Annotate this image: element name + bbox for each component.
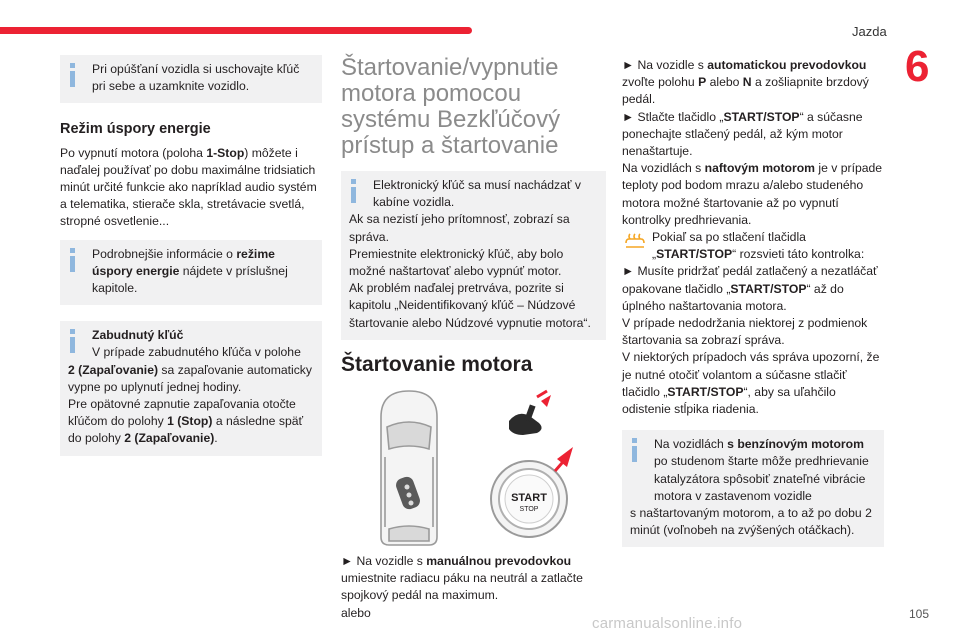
- step-press-start-stop: ► Stlačte tlačidlo „START/STOP“ a súčasne ponechajte stlačený pedál, až kým motor nenaštartuje.: [622, 109, 863, 159]
- note-text: Podrobnejšie informácie o režime úspory energie nájdete v príslušnej kapitole.: [92, 246, 288, 296]
- step-manual-gearbox: ► Na vozidle s manuálnou prevodovkou umiestnite radiacu páku na neutrál a zatlačte spojkový pedál na maximum.: [341, 554, 583, 603]
- note-text: Pri opúšťaní vozidla si uschovajte kľúč pri sebe a uzamknite vozidlo.: [92, 62, 300, 94]
- info-icon: [351, 179, 356, 203]
- svg-text:START: START: [511, 492, 547, 505]
- note-text: Elektronický kľúč sa musí nachádzať v kabíne vozidla.: [373, 178, 581, 210]
- hand-press-icon: [509, 391, 551, 435]
- note-text: Premiestnite elektronický kľúč, aby bolo možné naštartovať alebo vypnúť motor.: [349, 246, 564, 279]
- note-text: Ak sa nezistí jeho prítomnosť, zobrazí sa správa.: [349, 212, 570, 244]
- info-note-petrol-engine: [622, 430, 884, 547]
- watermark: carmanualsonline.info: [592, 615, 743, 632]
- info-icon: [70, 329, 75, 353]
- column-1: [60, 55, 322, 468]
- note-text: Pre opätovné zapnutie zapaľovania otočte kľúčom do polohy 1 (Stop) a následne späť do polohy 2 (Zapaľovanie).: [68, 397, 304, 446]
- svg-text:STOP: STOP: [519, 506, 539, 514]
- start-engine-heading: Štartovanie motora: [341, 352, 533, 376]
- note-text: 2 (Zapaľovanie) sa zapaľovanie automaticky vypne po uplynutí jednej hodiny.: [68, 362, 312, 394]
- note-text: V prípade zabudnutého kľúča v polohe: [92, 345, 301, 360]
- car-top-view: [381, 391, 437, 545]
- note-title: Zabudnutý kľúč: [92, 328, 184, 343]
- info-icon: [70, 63, 75, 87]
- start-stop-button-icon: [491, 447, 573, 537]
- header-accent-bar: [0, 27, 472, 34]
- section-title: Jazda: [852, 24, 887, 39]
- info-note-forgotten-key: [60, 321, 322, 455]
- eco-mode-paragraph: Po vypnutí motora (poloha 1-Stop) môžete i naďalej používať po dobu maximálne tridsiatich minút určité funkcie ako napríklad audio systém a telematika, stierače skla, stretávacie svetlá, stropné osvetlenie...: [60, 145, 317, 229]
- page-title: Štartovanie/vypnutie motora pomocou systému Bezkľúčový prístup a štartovanie: [341, 54, 561, 159]
- steering-message-text: V niektorých prípadoch vás správa upozorní, že je nutné otočiť volantom a súčasne stlačiť tlačidlo „START/STOP“, aby sa uľahčilo odistenie stĺpika riadenia.: [622, 350, 880, 417]
- preheating-warning-icon: [622, 229, 648, 255]
- step-automatic-gearbox: ► Na vozidle s automatickou prevodovkou zvoľte polohu P alebo N a zošliapnite brzdový pedál.: [622, 58, 869, 107]
- chapter-number: 6: [905, 42, 930, 91]
- note-text: Na vozidlách s benzínovým motorom po studenom štarte môže predhrievanie katalyzátora spôsobiť znateľné vibrácie motora v zastavenom vozidle: [654, 437, 869, 503]
- info-note-eco-mode: [60, 240, 322, 306]
- diesel-note: Na vozidlách s naftovým motorom je v prípade teploty pod bodom mrazu a/alebo studeného motora možné štartovanie až po vypnutí kontrolky predhrievania.: [622, 161, 883, 227]
- info-note-leave-vehicle: [60, 55, 322, 103]
- info-icon: [70, 248, 75, 272]
- note-text: s naštartovaným motorom, a to až po dobu 2 minút (voľnobeh na zvýšených otáčkach).: [630, 506, 872, 538]
- preheat-text: Pokiaľ sa po stlačení tlačidla „START/STOP“ rozsvieti táto kontrolka:: [652, 230, 865, 262]
- eco-mode-heading: Režim úspory energie: [60, 121, 211, 138]
- start-stop-illustration: [341, 387, 606, 547]
- step-hold-pedal: ► Musíte pridržať pedál zatlačený a nezatláčať opakovane tlačidlo „START/STOP“ až do úplného naštartovania motora.: [622, 264, 878, 313]
- page-number: 105: [909, 607, 930, 621]
- car-key-illustration: [341, 387, 606, 547]
- info-note-electronic-key: [341, 171, 606, 340]
- info-icon: [632, 438, 637, 462]
- step-or: alebo: [341, 605, 371, 620]
- column-3: [622, 57, 884, 559]
- condition-message-text: V prípade nedodržania niektorej z podmienok štartovania sa zobrazí správa.: [622, 316, 868, 348]
- note-text: Ak problém naďalej pretrváva, pozrite si kapitolu „Neidentifikovaný kľúč – Núdzové štartovanie alebo Núdzové vypnutie motora“.: [349, 281, 591, 330]
- column-2: [341, 55, 606, 622]
- preheat-warning-row: [622, 229, 884, 263]
